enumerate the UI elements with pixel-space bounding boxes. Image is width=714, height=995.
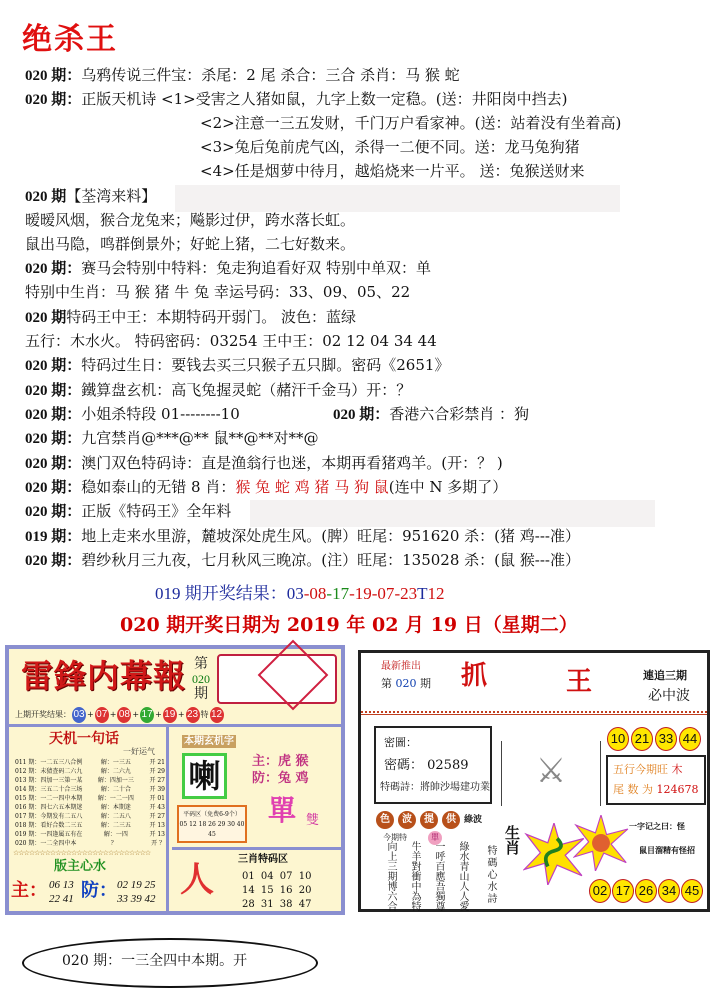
line-text: 正版天机诗 <1>受害之人猪如鼠，九字上数一定稳。(送：井阳岗中挡去): [81, 90, 568, 108]
poster-title: 雷鋒内幕報: [21, 657, 187, 695]
row-cell: 开 27: [149, 813, 165, 820]
warrior-picture: ⚔: [501, 741, 601, 806]
plus-sign: +: [177, 710, 185, 719]
number-ball: 21: [631, 727, 653, 751]
number-ball: 44: [679, 727, 701, 751]
article-line: [25, 477, 507, 498]
bizhongbo: 必中波: [648, 688, 690, 704]
color-wave: 色 波 提 供 綠波: [376, 811, 482, 829]
line-text: 小姐杀特段 01--------10: [81, 405, 240, 423]
banzhu-title: 版主心水: [54, 859, 107, 874]
article-line: [25, 526, 580, 547]
fang-label: 防：: [81, 880, 117, 901]
line-text: <3>兔后兔前虎气凶，杀得一二便不同。送：龙马兔狗猪: [200, 138, 580, 156]
article-line: [25, 453, 503, 474]
number-ball: 26: [635, 879, 657, 903]
article-line: [200, 161, 584, 181]
row-cell: 解：二十合: [100, 786, 131, 793]
article-line: [25, 428, 319, 449]
row-cell: 015 期：一二一四中本期: [15, 795, 83, 802]
history-row: [15, 767, 165, 776]
line-text: 稳如泰山的无错 8 肖：: [81, 478, 236, 496]
number-ball: 12: [210, 707, 224, 723]
article-line: [25, 307, 356, 328]
article-line: [25, 501, 231, 522]
row-cell: 解：一二一四: [97, 795, 134, 802]
row-cell: 013 期：四加一三第一某: [15, 777, 83, 784]
article-line: [25, 380, 411, 401]
plus-sign: +: [132, 710, 140, 719]
wuxing-box: 五行今期旺 木 尾 数 为 124678: [606, 755, 706, 805]
one-word: 一字记之曰：怪: [629, 821, 685, 831]
history-row: [15, 776, 165, 785]
article-line: [200, 113, 621, 133]
history-row: [15, 830, 165, 839]
row-cell: 019 期：一四逢属五有在: [15, 831, 83, 838]
line-prefix: 020 期: [25, 310, 67, 326]
history-rows: [15, 758, 165, 848]
line-prefix: 020 期: [25, 189, 67, 205]
tianji-title: 天机一句话: [49, 731, 119, 747]
row-cell: 解：一三五: [100, 759, 131, 766]
line-prefix: 020 期：: [25, 358, 82, 374]
line-text: 地上走来水里游，麓坡深处虎生风。(脾）旺尾：951620 杀：(猪 鸡---准）: [81, 527, 580, 545]
number-ball: 10: [607, 727, 629, 751]
right-poster: [358, 650, 710, 912]
mystery-char: 喇: [182, 753, 227, 799]
result-number: -19: [349, 584, 372, 603]
line-prefix: 020 期：: [333, 407, 390, 423]
row-cell: 解：二三五: [100, 822, 131, 829]
row-cell: 017 期：今期发有二五八: [15, 813, 83, 820]
history-row: [15, 812, 165, 821]
zodiac-suffix: (连中 N 多期了）: [388, 478, 508, 496]
line-prefix: 020 期：: [25, 68, 82, 84]
article-line: [25, 331, 437, 351]
line-text: 鐵算盘玄机：高飞兔握灵蛇（赭汗千金马）开：？: [81, 381, 412, 399]
poster-title-1: 抓: [461, 661, 488, 691]
line-prefix: 020 期：: [25, 383, 82, 399]
vertical-poems: 向上三期博六合 牛羊對衝中為特 一呼百應吾獨尊 綠水青山人人愛: [385, 841, 468, 911]
line-text: 特别中生肖：马 猴 猪 牛 兔 幸运号码：33、09、05、22: [25, 283, 411, 301]
article-line: [25, 404, 240, 425]
tianji-sub: 一好运气: [123, 747, 155, 756]
number-ball: 02: [589, 879, 611, 903]
dragon-star-icon: [573, 815, 629, 871]
row-cell: 开 29: [149, 768, 165, 775]
result-number: T: [417, 584, 428, 603]
number-ball: 45: [681, 879, 703, 903]
row-cell: 解：二五八: [100, 813, 131, 820]
row-cell: 开 43: [149, 804, 165, 811]
row-cell: 018 期：看好合数二三五: [15, 822, 83, 829]
pingma-box: 平码区（免费6-9个） 05 12 18 26 29 30 40 45: [177, 805, 247, 843]
number-ball: 33: [655, 727, 677, 751]
row-cell: 开 13: [149, 831, 165, 838]
article-line: [25, 355, 449, 376]
issue-label: 第 020 期: [192, 656, 210, 702]
row-cell: 012 期：未猜查码二六九: [15, 768, 83, 775]
line-text: 澳门双色特码诗：直是渔翁行也迷，本期再看猪鸡羊。(开：？ ): [81, 454, 503, 472]
mitu-box: 密圖： 密碼： 02589 特碼詩：將帥沙場建功業: [374, 726, 492, 804]
result-number: -07: [371, 584, 395, 603]
row-cell: 011 期：一二五三八合例: [15, 759, 83, 766]
eight-zodiac: [235, 478, 507, 496]
history-row: [15, 785, 165, 794]
line-prefix: 020 期：: [25, 92, 82, 108]
special-label: 特: [200, 710, 209, 719]
row-cell: 开 27: [149, 777, 165, 784]
sx-nums: 01 04 07 10 14 15 16 20 28 31 38 47: [242, 871, 312, 910]
row-cell: ？: [110, 840, 117, 847]
fang-nums: 02 19 25 33 39 42: [117, 879, 156, 905]
line-text: 特码过生日：要钱去买三只猴子五只脚。密码《2651》: [81, 356, 450, 374]
result-number: 03: [286, 584, 304, 603]
line-text: 暧暧风烟，猴合龙兔来；飚影过伊，跨水落长虹。: [25, 211, 356, 229]
draw-date: 020 期开奖日期为 2019 年 02 月 19 日（星期二）: [120, 614, 578, 636]
line-text: 赛马会特别中特料：兔走狗追看好双 特别中单双：单: [81, 259, 432, 277]
article-line: [25, 186, 156, 207]
star-divider: ☆☆☆☆☆☆☆☆☆☆☆☆☆☆☆☆☆☆☆☆☆☆☆☆☆☆: [13, 849, 151, 857]
line-text: <2>注意一三五发财，千门万户看家神。(送：站着没有坐着高): [200, 114, 622, 132]
one-word-explain: 鼠目溜精有怪招: [639, 845, 695, 855]
line-text: 正版《特码王》全年料: [81, 502, 232, 520]
zodiac-list: 猴 兔 蛇 鸡 猪 马 狗 鼠: [235, 478, 389, 496]
result-number: -08: [303, 584, 327, 603]
article-line: [25, 234, 355, 254]
row-cell: 解：本期迷: [100, 804, 131, 811]
ren-char: 人: [180, 860, 214, 900]
dan-char: 單: [268, 794, 297, 827]
number-balls: [607, 727, 701, 751]
row-cell: 开 13: [149, 822, 165, 829]
line-text: 香港六合彩禁肖 ：狗: [389, 405, 530, 423]
shengxiao-label: 生肖: [503, 825, 521, 855]
line-prefix: 020 期：: [25, 480, 82, 496]
history-row: [15, 839, 165, 848]
result-number: -23: [394, 584, 418, 603]
row-cell: 解：二六九: [100, 768, 131, 775]
line-text: <4>任是烟萝中待月，越焰烧来一片平。 送：兔猴送财来: [200, 162, 585, 180]
divider: [361, 711, 707, 715]
article-line: [200, 137, 580, 157]
tema-xin: 特碼心水詩: [485, 845, 496, 905]
article-line: [25, 65, 460, 86]
history-row: [15, 794, 165, 803]
line-text: 九宫禁肖@***@** 鼠**@**对**@: [81, 429, 319, 447]
article-line: [25, 282, 410, 302]
article-line: [25, 550, 580, 571]
hk-forbidden-line: [333, 404, 529, 425]
result-label: 019 期开奖结果：: [155, 584, 287, 603]
number-balls-2: [589, 879, 703, 903]
page-title: 绝杀王: [22, 22, 118, 57]
article-line: [25, 258, 431, 279]
line-text: 【荃湾来料】: [66, 187, 157, 205]
jinqi-label: 今期特: [383, 833, 407, 842]
row-cell: 016 期：四七六五本期迷: [15, 804, 83, 811]
number-ball: 07: [95, 707, 109, 723]
number-ball: 19: [163, 707, 177, 723]
plus-sign: +: [109, 710, 117, 719]
number-ball: 17: [140, 707, 154, 723]
cloud-text: 020 期：一三全四中本期。开: [62, 953, 248, 969]
row-cell: 020 期：一二全四中本: [15, 840, 77, 847]
row-cell: 开 39: [149, 786, 165, 793]
line-prefix: 020 期：: [25, 553, 82, 569]
result-number: 12: [427, 584, 445, 603]
sx-title: 三肖特码区: [238, 854, 288, 865]
row-cell: 014 期：三五二十合三场: [15, 786, 83, 793]
plus-sign: +: [155, 710, 162, 719]
lianzhui: 連追三期: [643, 669, 687, 682]
row-cell: 解：一四: [103, 831, 128, 838]
prev-result: 上期开奖结果： 03 + 07 + 08 + 17 + 19 + 23 特 12: [15, 707, 224, 723]
article-line: [25, 89, 567, 110]
line-text: 特码王中王：本期特码开弱门。 波色：蓝绿: [66, 308, 357, 326]
poster-title-2: 王: [566, 667, 593, 697]
shade-block: [250, 500, 655, 527]
shuang-char: 雙: [306, 813, 320, 828]
history-row: [15, 758, 165, 767]
line-prefix: 019 期：: [25, 529, 82, 545]
shade-block: [175, 185, 620, 212]
history-row: [15, 821, 165, 830]
number-ball: 08: [117, 707, 131, 723]
article-line: [25, 210, 355, 230]
number-ball: 34: [658, 879, 680, 903]
line-prefix: 020 期：: [25, 504, 82, 520]
issue-label: 第 020 期: [381, 677, 431, 690]
new-tag: 最新推出: [381, 661, 421, 672]
number-ball: 23: [186, 707, 200, 723]
line-prefix: 020 期：: [25, 456, 82, 472]
number-ball: 17: [612, 879, 634, 903]
zhu-fang: 主：虎 猴 防：兔 鸡: [252, 754, 309, 786]
result-number: -17: [326, 584, 350, 603]
history-row: [15, 803, 165, 812]
zhu-label: 主：: [11, 880, 47, 901]
line-prefix: 020 期：: [25, 407, 82, 423]
jinqi-value: 單: [428, 831, 442, 845]
row-cell: 开 01: [149, 795, 165, 802]
row-cell: 开 21: [149, 759, 165, 766]
line-text: 乌鸦传说三件宝：杀尾：2 尾 杀合：三合 杀肖：马 猴 蛇: [81, 66, 460, 84]
row-cell: 解：四加一三: [97, 777, 134, 784]
zhu-nums: 06 13 22 41: [49, 879, 74, 905]
line-text: 五行：木水火。 特码密码：03254 王中王：02 12 04 34 44: [25, 332, 437, 350]
row-cell: 开 ？: [151, 840, 165, 847]
line-text: 碧纱秋月三九夜，七月秋风三晚凉。(注）旺尾：135028 杀：(鼠 猴---准）: [81, 551, 580, 569]
line-prefix: 020 期：: [25, 261, 82, 277]
line-prefix: 020 期：: [25, 431, 82, 447]
plus-sign: +: [87, 710, 94, 719]
benqi-title: 本期玄机字: [184, 736, 234, 747]
line-text: 鼠出马隐，鸣群倒景外；好蛇上猪，二七好数来。: [25, 235, 356, 253]
result-line: [155, 579, 445, 604]
number-ball: 03: [72, 707, 86, 723]
